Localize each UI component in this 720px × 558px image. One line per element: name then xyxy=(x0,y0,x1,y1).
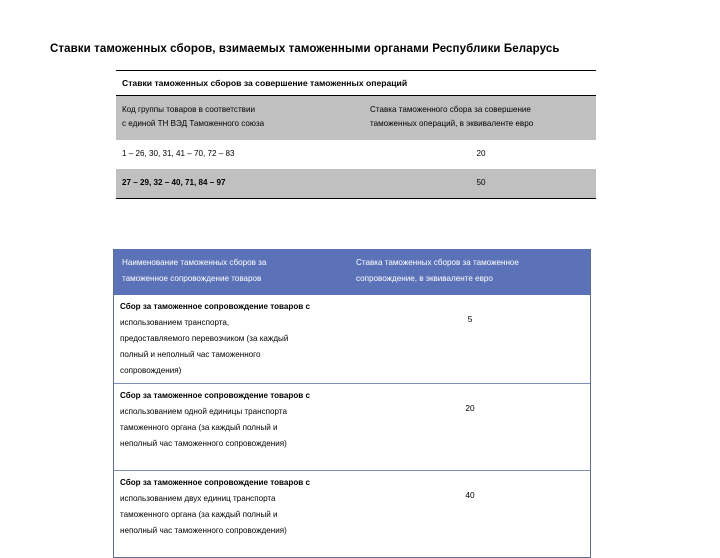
table2-row3-rate-cell: 40 xyxy=(465,490,475,500)
table1-header-rate-line2: таможенных операций, в эквиваленте евро xyxy=(370,119,534,128)
table1-header-rate-column xyxy=(364,96,596,140)
table2-row1-line3: предоставляемого перевозчиком (за каждый xyxy=(120,334,289,343)
table2-header-name-line2: таможенное сопровождение товаров xyxy=(122,274,262,283)
table1-caption: Ставки таможенных сборов за совершение таможенных операций xyxy=(116,70,596,96)
table1-header-row xyxy=(116,96,596,140)
table-row xyxy=(116,169,596,199)
table1-header-rate-line1: Ставка таможенного сбора за совершение xyxy=(370,105,531,114)
table2-header-rate-column xyxy=(348,249,590,295)
table1-header-code-line1: Код группы товаров в соответствии xyxy=(122,105,256,114)
table2-row3-name-cell xyxy=(114,471,348,557)
table2-header-name-column xyxy=(114,249,348,295)
table2-row1-line4: полный и неполный час таможенного xyxy=(120,350,261,359)
table2-row2-line2: использованием одной единицы транспорта xyxy=(120,407,287,416)
table-row xyxy=(114,470,590,557)
table2-row3-line3: таможенного органа (за каждый полный и xyxy=(120,510,278,519)
table1-row1-code-cell xyxy=(116,140,364,169)
table2-row1-line5: сопровождения) xyxy=(120,366,182,375)
table2-header-rate-line1: Ставка таможенных сборов за таможенное xyxy=(356,258,519,267)
table1-row1-rate-cell: 20 xyxy=(476,149,486,158)
table2-row2-line1: Сбор за таможенное сопровождение товаров с xyxy=(120,391,311,400)
table2-row1-line2: использованием транспорта, xyxy=(120,318,230,327)
table2-row2-line3: таможенного органа (за каждый полный и xyxy=(120,423,278,432)
table1-header-code-column xyxy=(116,96,364,140)
table-row xyxy=(116,140,596,169)
customs-escort-fees-table xyxy=(113,249,591,558)
table2-row3-line2: использованием двух единиц транспорта xyxy=(120,494,276,503)
table2-row2-line4: неполный час таможенного сопровождения) xyxy=(120,439,287,448)
table1-row2-code-cell xyxy=(116,169,364,198)
table2-header-name-line1: Наименование таможенных сборов за xyxy=(122,258,267,267)
table1-header-code-line2: с единой ТН ВЭД Таможенного союза xyxy=(122,119,265,128)
table1-row1-code: 1 – 26, 30, 31, 41 – 70, 72 – 83 xyxy=(122,149,235,158)
table-row xyxy=(114,295,590,383)
table1-row2-code: 27 – 29, 32 – 40, 71, 84 – 97 xyxy=(122,178,226,187)
table2-row1-rate-cell: 5 xyxy=(467,314,473,324)
table2-header-rate-line2: сопровождение, в эквиваленте евро xyxy=(356,274,493,283)
table2-row3-line1: Сбор за таможенное сопровождение товаров с xyxy=(120,478,311,487)
page-title: Ставки таможенных сборов, взимаемых таможенными органами Республики Беларусь xyxy=(50,43,560,55)
table2-row2-name-cell xyxy=(114,384,348,470)
table2-row2-rate-cell: 20 xyxy=(465,403,475,413)
customs-operations-fees-table xyxy=(116,70,596,199)
table-row xyxy=(114,383,590,470)
table2-row3-line4: неполный час таможенного сопровождения) xyxy=(120,526,287,535)
table2-header-row xyxy=(114,249,590,295)
table1-row2-rate-cell: 50 xyxy=(476,178,486,187)
table2-row1-name-cell xyxy=(114,295,348,383)
table2-row1-line1: Сбор за таможенное сопровождение товаров с xyxy=(120,302,311,311)
